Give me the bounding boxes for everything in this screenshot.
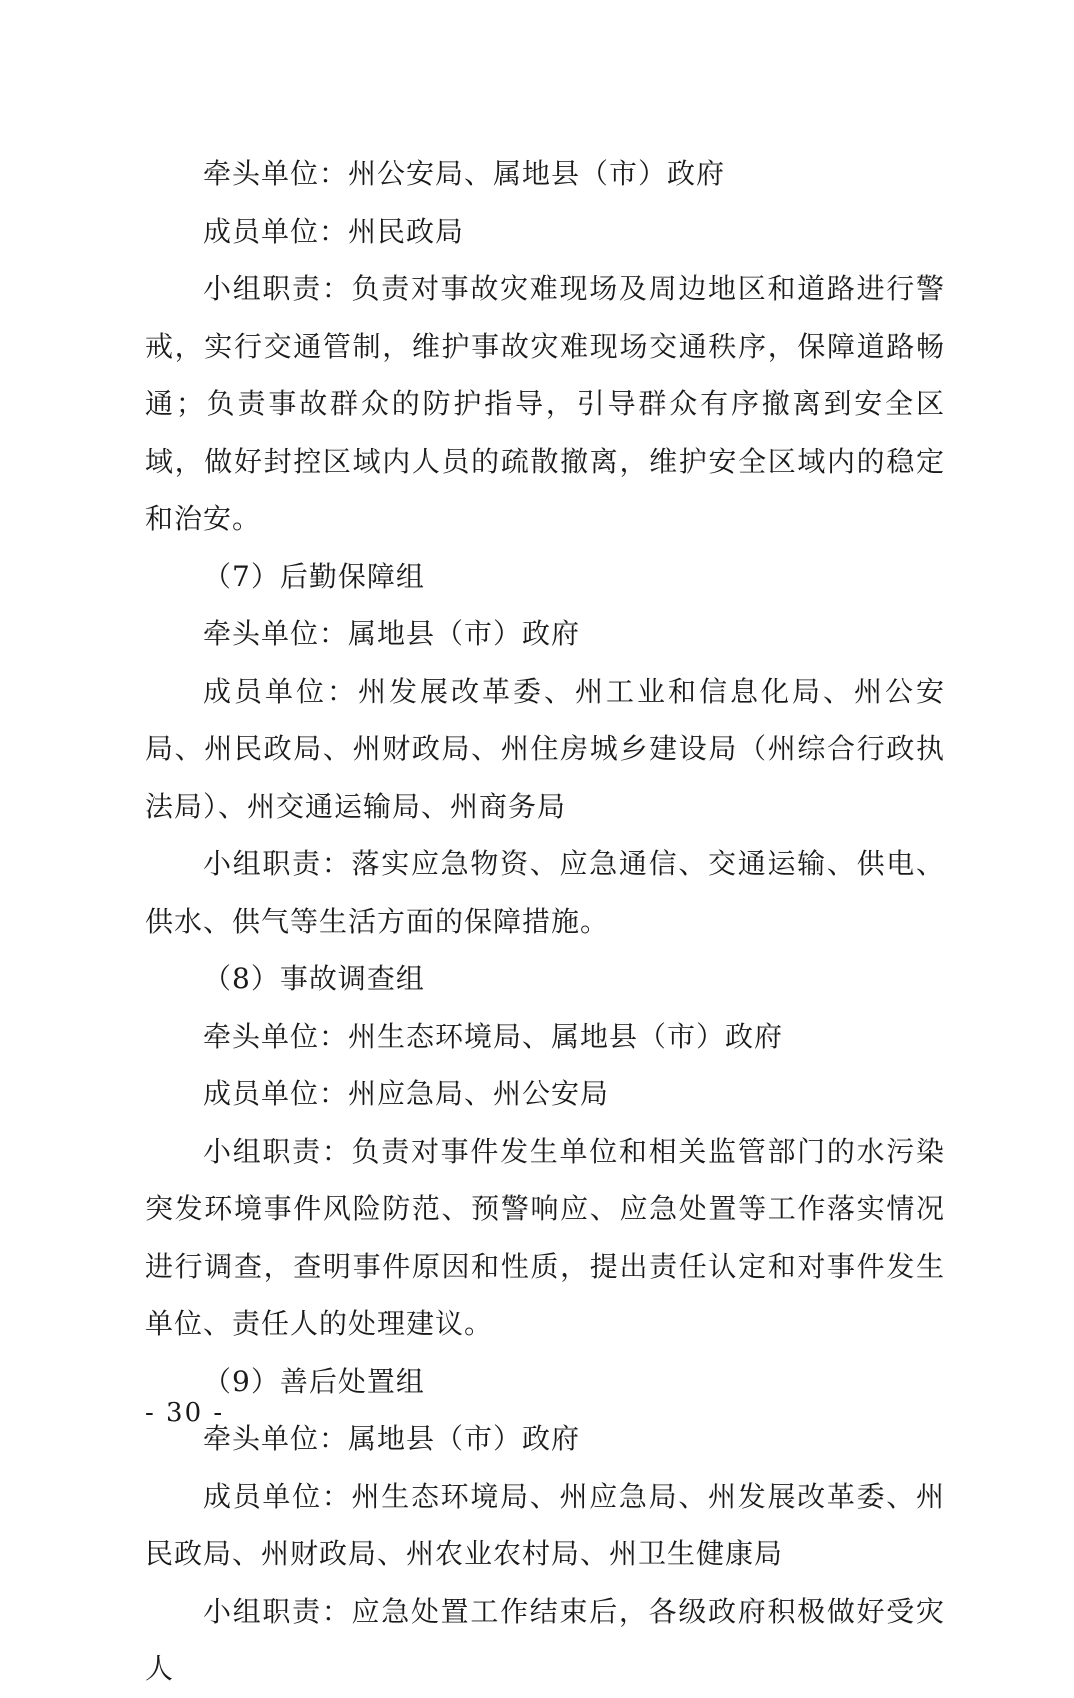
section-heading-logistics: （7）后勤保障组	[203, 559, 425, 593]
member-unit-line: 成员单位：州应急局、州公安局	[203, 1077, 610, 1110]
document-body	[145, 145, 945, 1698]
duty-paragraph: 小组职责：负责对事故灾难现场及周边地区和道路进行警戒，实行交通管制，维护事故灾难现场交通秩序，保障道路畅通；负责事故群众的防护指导，引导群众有序撤离到安全区域，做好封控区域内人员的疏散撤离，维护安全区域内的稳定和治安。	[145, 272, 945, 535]
duty-paragraph: 小组职责：应急处置工作结束后，各级政府积极做好受灾人	[145, 1594, 945, 1685]
member-unit-line: 成员单位：州发展改革委、州工业和信息化局、州公安局、州民政局、州财政局、州住房城乡建设局（州综合行政执法局）、州交通运输局、州商务局	[145, 674, 945, 823]
lead-unit-line: 牵头单位：属地县（市）政府	[203, 1422, 581, 1455]
member-unit-line: 成员单位：州生态环境局、州应急局、州发展改革委、州民政局、州财政局、州农业农村局、州卫生健康局	[145, 1479, 945, 1570]
duty-paragraph: 小组职责：负责对事件发生单位和相关监管部门的水污染突发环境事件风险防范、预警响应、应急处置等工作落实情况进行调查，查明事件原因和性质，提出责任认定和对事件发生单位、责任人的处理建议。	[145, 1134, 945, 1340]
section-heading-aftermath: （9）善后处置组	[203, 1364, 425, 1398]
lead-unit-line: 牵头单位：州生态环境局、属地县（市）政府	[203, 1019, 784, 1053]
section-heading-investigation: （8）事故调查组	[203, 962, 425, 995]
lead-unit-line: 牵头单位：属地县（市）政府	[203, 617, 581, 650]
duty-paragraph: 小组职责：落实应急物资、应急通信、交通运输、供电、供水、供气等生活方面的保障措施。	[145, 847, 945, 938]
page-number: - 30 -	[145, 1398, 225, 1428]
member-unit-line: 成员单位：州民政局	[203, 214, 465, 248]
lead-unit-line: 牵头单位：州公安局、属地县（市）政府	[203, 157, 726, 190]
